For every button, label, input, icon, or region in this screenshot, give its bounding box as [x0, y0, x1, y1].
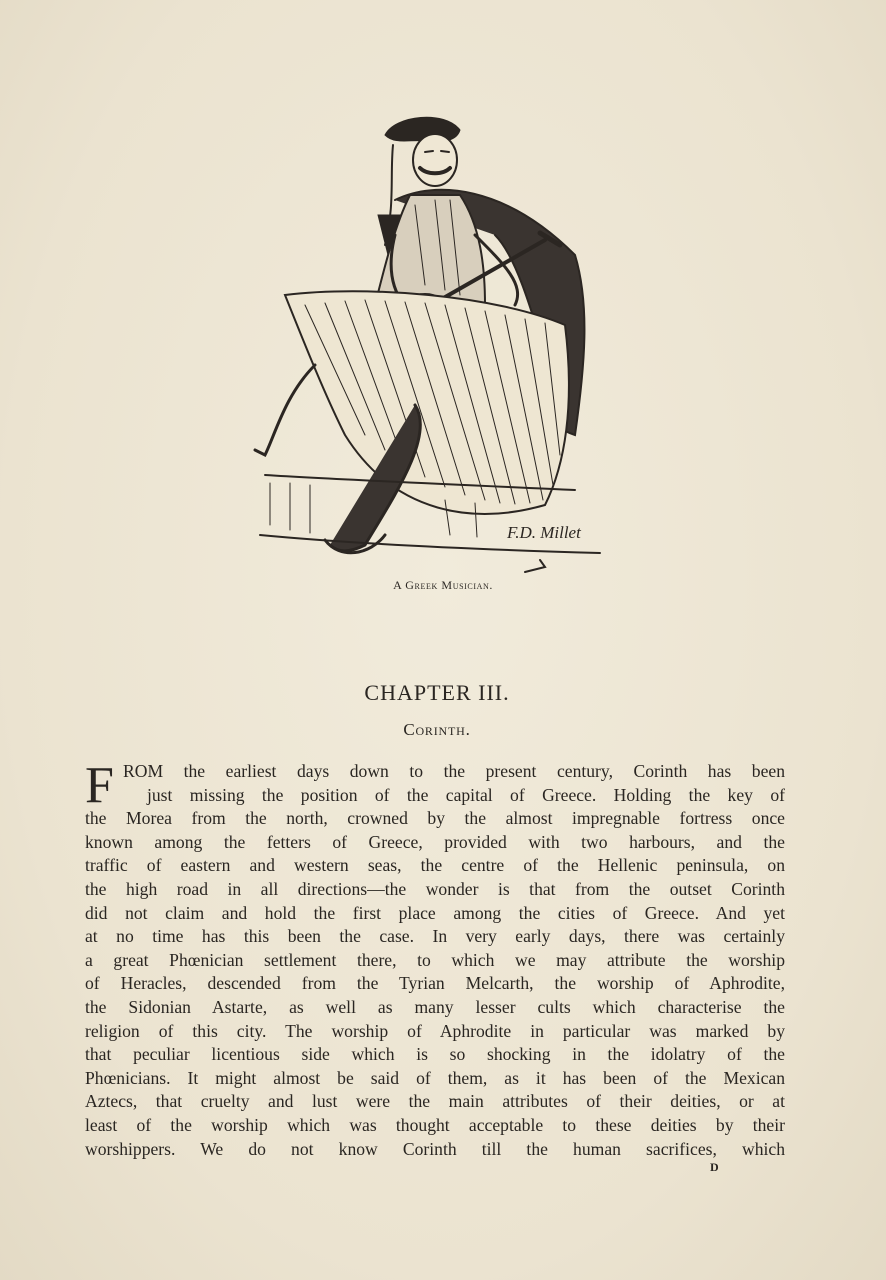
body-line: known among the fetters of Greece, provided with two harbours, and the	[85, 831, 785, 852]
printer-signature-mark: D	[710, 1160, 719, 1174]
body-line: worshippers. We do not know Corinth till the human sacrifices, which	[85, 1138, 785, 1159]
body-line: ROM the earliest days down to the present century, Corinth has been	[123, 761, 785, 781]
body-line: that peculiar licentious side which is so shocking in the idolatry of the	[85, 1044, 785, 1065]
body-line: Phœnicians. It might almost be said of them, as it has been of the Mexican	[85, 1067, 785, 1088]
body-line: the high road in all directions—the wonder is that from the outset Corinth	[85, 878, 785, 899]
body-line: did not claim and hold the first place among the cities of Greece. And yet	[85, 902, 785, 923]
body-line: least of the worship which was thought acceptable to these deities by their	[85, 1114, 785, 1135]
body-line: the Sidonian Astarte, as well as many lesser cults which characterise the	[85, 996, 785, 1017]
body-line: just missing the position of the capital of Greece. Holding the key of	[147, 784, 785, 805]
body-line: traffic of eastern and western seas, the centre of the Hellenic peninsula, on	[85, 855, 785, 876]
body-line: at no time has this been the case. In very early days, there was certainly	[85, 926, 785, 947]
body-line: a great Phœnician settlement there, to which we may attribute the worship	[85, 949, 785, 970]
illustration-caption: A Greek Musician.	[393, 578, 493, 592]
greek-musician-illustration	[245, 105, 615, 575]
body-line: of Heracles, descended from the Tyrian Melcarth, the worship of Aphrodite,	[85, 973, 785, 994]
artist-signature: F.D. Millet	[507, 523, 581, 542]
body-line: Aztecs, that cruelty and lust were the main attributes of their deities, or at	[85, 1091, 785, 1112]
drop-cap: F	[85, 757, 114, 814]
body-paragraph	[85, 757, 785, 1161]
body-line: the Morea from the north, crowned by the almost impregnable fortress once	[85, 808, 785, 829]
body-line: religion of this city. The worship of Aphrodite in particular was marked by	[85, 1020, 785, 1041]
chapter-subtitle: Corinth.	[403, 720, 471, 739]
chapter-title: CHAPTER III.	[364, 680, 510, 705]
